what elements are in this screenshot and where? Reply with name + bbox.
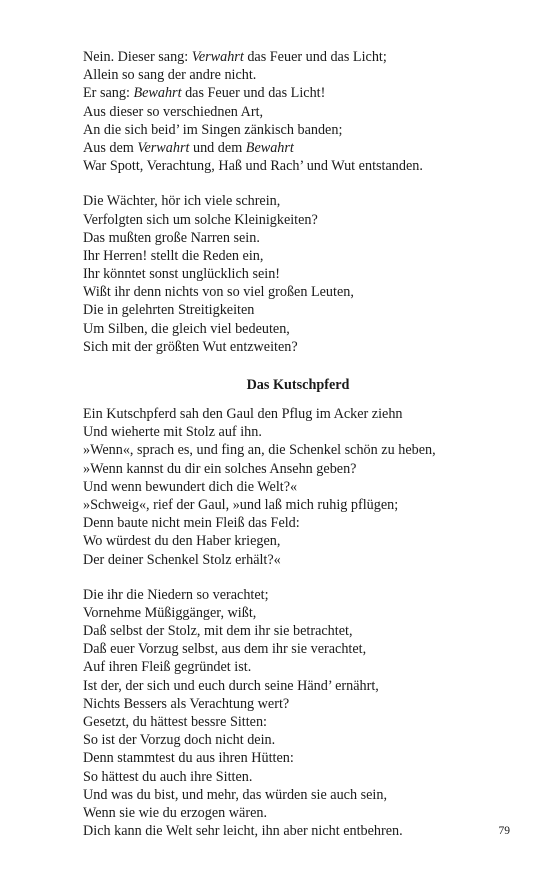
stanza	[83, 586, 513, 841]
verse-line: Und wenn bewundert dich die Welt?«	[83, 478, 298, 495]
verse-line: Ist der, der sich und euch durch seine Händ’ ernährt,	[83, 677, 379, 694]
verse-line: So hättest du auch ihre Sitten.	[83, 768, 253, 785]
verse-line: Gesetzt, du hättest bessre Sitten:	[83, 714, 268, 730]
verse-line: Ein Kutschpferd sah den Gaul den Pflug im Acker ziehn	[83, 406, 403, 422]
poem-title: Das Kutschpferd	[246, 377, 350, 393]
verse-line: »Wenn kannst du dir ein solches Ansehn geben?	[83, 460, 357, 477]
verse-line: Die ihr die Niedern so verachtet;	[83, 586, 269, 603]
verse-line: Sich mit der größten Wut entzweiten?	[83, 338, 298, 355]
stanza	[83, 405, 513, 569]
verse-line: »Wenn«, sprach es, und fing an, die Schenkel schön zu heben,	[83, 442, 436, 459]
verse-line: Aus dieser so verschiednen Art,	[83, 103, 264, 120]
verse-line: Denn baute nicht mein Fleiß das Feld:	[83, 515, 300, 532]
page-number: 79	[498, 825, 510, 837]
verse-line: Auf ihren Fleiß gegründet ist.	[83, 659, 252, 676]
verse-line: Ihr Herren! stellt die Reden ein,	[83, 247, 264, 264]
verse-line: Er sang: Bewahrt das Feuer und das Licht!	[83, 85, 326, 102]
stanza-gap	[83, 569, 513, 586]
verse-line: »Schweig«, rief der Gaul, »und laß mich ruhig pflügen;	[83, 496, 399, 513]
stanza	[83, 48, 513, 175]
verse-line: So ist der Vorzug doch nicht dein.	[83, 732, 276, 749]
verse-line: An die sich beid’ im Singen zänkisch banden;	[83, 121, 343, 138]
verse-line: Denn stammtest du aus ihren Hütten:	[83, 750, 294, 767]
verse-line: Ihr könntet sonst unglücklich sein!	[83, 266, 281, 283]
verse-line: Die in gelehrten Streitigkeiten	[83, 302, 255, 319]
verse-line: War Spott, Verachtung, Haß und Rach’ und Wut entstanden.	[83, 158, 423, 175]
verse-line: Aus dem Verwahrt und dem Bewahrt	[83, 139, 294, 156]
verse-line: Nichts Bessers als Verachtung wert?	[83, 695, 290, 712]
stanza	[83, 192, 513, 356]
verse-line: Wenn sie wie du erzogen wären.	[83, 804, 268, 821]
verse-line: Daß selbst der Stolz, mit dem ihr sie betrachtet,	[83, 623, 353, 640]
verse-line: Und wieherte mit Stolz auf ihn.	[83, 424, 262, 441]
stanza-gap	[83, 175, 513, 192]
verse-line: Die Wächter, hör ich viele schrein,	[83, 193, 281, 210]
verse-line: Nein. Dieser sang: Verwahrt das Feuer und das Licht;	[83, 49, 387, 65]
verse-line: Um Silben, die gleich viel bedeuten,	[83, 320, 290, 337]
verse-line: Verfolgten sich um solche Kleinigkeiten?	[83, 211, 318, 228]
verse-line: Das mußten große Narren sein.	[83, 229, 260, 246]
verse-line: Und was du bist, und mehr, das würden sie auch sein,	[83, 786, 388, 803]
verse-line: Der deiner Schenkel Stolz erhält?«	[83, 551, 281, 568]
verse-line: Vornehme Müßiggänger, wißt,	[83, 604, 257, 621]
verse-line: Wißt ihr denn nichts von so viel großen Leuten,	[83, 284, 354, 301]
verse-line: Allein so sang der andre nicht.	[83, 67, 257, 84]
previous-poem-ending	[83, 48, 513, 356]
verse-line: Daß euer Vorzug selbst, aus dem ihr sie verachtet,	[83, 641, 367, 658]
poem-text	[83, 405, 513, 840]
verse-line: Dich kann die Welt sehr leicht, ihn aber nicht entbehren.	[83, 823, 403, 840]
page-body	[83, 48, 513, 840]
verse-line: Wo würdest du den Haber kriegen,	[83, 533, 281, 550]
